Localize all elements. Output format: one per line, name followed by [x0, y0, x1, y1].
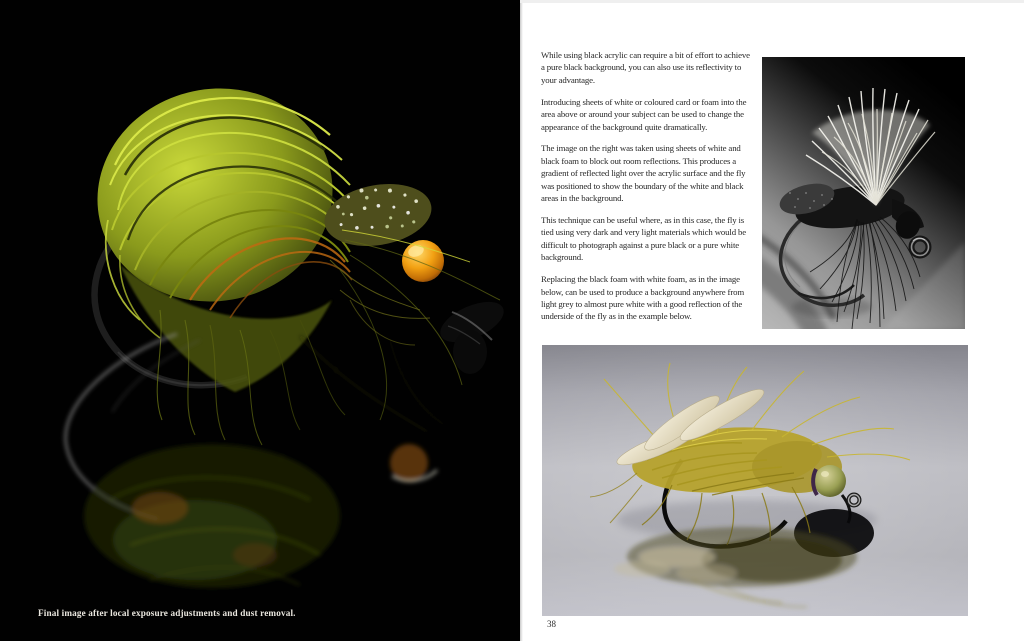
page-top-edge-shadow [520, 0, 1024, 3]
orange-bead [402, 240, 444, 282]
body-text-column [541, 49, 755, 332]
right-page [520, 0, 1024, 641]
photo-fly-grey-background [542, 345, 968, 616]
photo-fly-gradient-background [762, 57, 965, 329]
fly-gradient-art [762, 57, 965, 329]
paragraph: While using black acrylic can require a bit of effort to achieve a pure black background, you can also use its reflectivity to your advantage. [541, 50, 750, 85]
paragraph: Introducing sheets of white or coloured card or foam into the area above or around your subject can be used to change the appearance of the background quite dramatically. [541, 96, 747, 132]
paragraph: Replacing the black foam with white foam, as in the image below, can be used to produce a background anywhere from light grey to almost pure white with a good reflection of the underside of the fly as in the example below. [541, 274, 745, 322]
photo-caption: Final image after local exposure adjustments and dust removal. [38, 608, 296, 619]
paragraph: The image on the right was taken using sheets of white and black foam to block out room reflections. This produces a gradient of reflected light over the acrylic surface and the fly was positioned to show the boundary of the white and black areas in the background. [541, 143, 746, 204]
paragraph: This technique can be useful where, as in this case, the fly is tied using very dark and very light materials which would be difficult to photograph against a pure black or a pure white background. [541, 214, 747, 263]
page-number: 38 [547, 619, 556, 629]
fly-grey-art [542, 345, 968, 616]
